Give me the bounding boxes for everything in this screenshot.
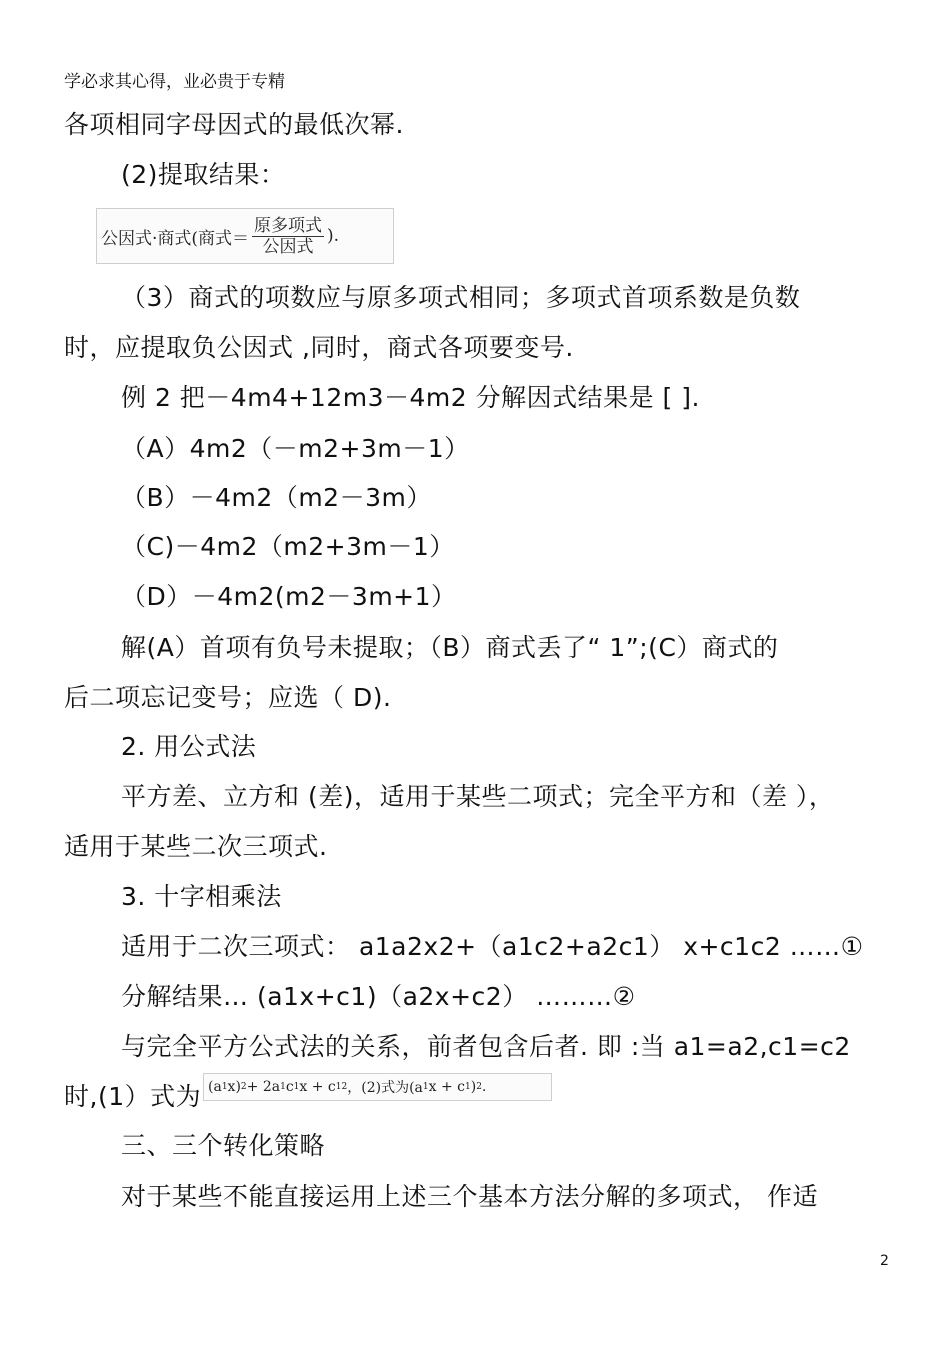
option-c: （C)－4m2（m2+3m－1） — [121, 532, 455, 561]
text-line: 后二项忘记变号；应选（ D). — [64, 683, 392, 712]
formula-right: ). — [327, 226, 340, 246]
formula-denominator: 公因式 — [262, 236, 314, 257]
formula-text: x + c — [299, 1079, 336, 1095]
page-header: 学必求其心得，业必贵于专精 — [64, 72, 285, 92]
text-line: (2)提取结果： — [121, 160, 286, 189]
text-line: 与完全平方公式法的关系，前者包含后者. 即 :当 a1=a2,c1=c2 — [121, 1032, 851, 1061]
formula-numerator: 原多项式 — [254, 215, 323, 236]
formula-text: x) — [227, 1079, 241, 1095]
formula-sup: 2 — [341, 1082, 348, 1092]
section-heading: 三、三个转化策略 — [121, 1131, 326, 1160]
text-line: 平方差、立方和 (差)，适用于某些二项式；完全平方和（差 ）， — [121, 782, 835, 811]
formula-sub: 1 — [293, 1082, 300, 1092]
formula-image-quotient — [96, 208, 394, 264]
formula-text: c — [285, 1079, 294, 1095]
formula-fraction — [252, 216, 324, 257]
formula-text: + 2a — [246, 1079, 281, 1095]
text-line: 时，应提取负公因式 ,同时，商式各项要变号. — [64, 333, 574, 362]
formula-sub: 1 — [221, 1082, 228, 1092]
text-line: 适用于某些二次三项式. — [64, 832, 328, 861]
text-line: 分解结果… (a1x+c1)（a2x+c2） ………② — [121, 982, 636, 1011]
formula-sup: 2 — [240, 1082, 247, 1092]
formula-sub: 1 — [422, 1082, 429, 1092]
formula-text: . — [481, 1079, 487, 1095]
text-line: 适用于二次三项式： a1a2x2+（a1c2+a2c1） x+c1c2 ……① — [121, 932, 864, 961]
formula-text: ，(2)式为(a — [347, 1080, 423, 1096]
option-b: （B）－4m2（m2－3m） — [121, 483, 432, 512]
text-line: 各项相同字母因式的最低次幂. — [64, 110, 404, 139]
formula-left: 公因式·商式(商式＝ — [101, 228, 250, 249]
formula-image-square — [203, 1073, 552, 1101]
option-d: （D）－4m2(m2－3m+1） — [121, 582, 457, 611]
option-a: （A）4m2（－m2+3m－1） — [121, 434, 470, 463]
formula-sub: 1 — [280, 1082, 286, 1092]
formula-sub: 1 — [335, 1082, 342, 1092]
text-line: 对于某些不能直接运用上述三个基本方法分解的多项式， 作适 — [121, 1182, 818, 1211]
text-line: 解(A）首项有负号未提取；（B）商式丢了“ 1”;(C）商式的 — [121, 633, 779, 662]
formula-text: (a — [208, 1079, 222, 1095]
text-line: 时,(1）式为 — [64, 1082, 202, 1111]
section-heading: 3. 十字相乘法 — [121, 882, 282, 911]
text-line: （3）商式的项数应与原多项式相同；多项式首项系数是负数 — [121, 283, 801, 312]
section-heading: 2. 用公式法 — [121, 732, 257, 761]
formula-text: x + c — [428, 1079, 465, 1095]
text-line: 例 2 把－4m4+12m3－4m2 分解因式结果是 [ ]. — [121, 383, 700, 412]
formula-text: ) — [470, 1079, 477, 1095]
formula-sup: 2 — [476, 1082, 482, 1092]
formula-sub: 1 — [464, 1082, 471, 1092]
page-number: 2 — [880, 1253, 889, 1269]
